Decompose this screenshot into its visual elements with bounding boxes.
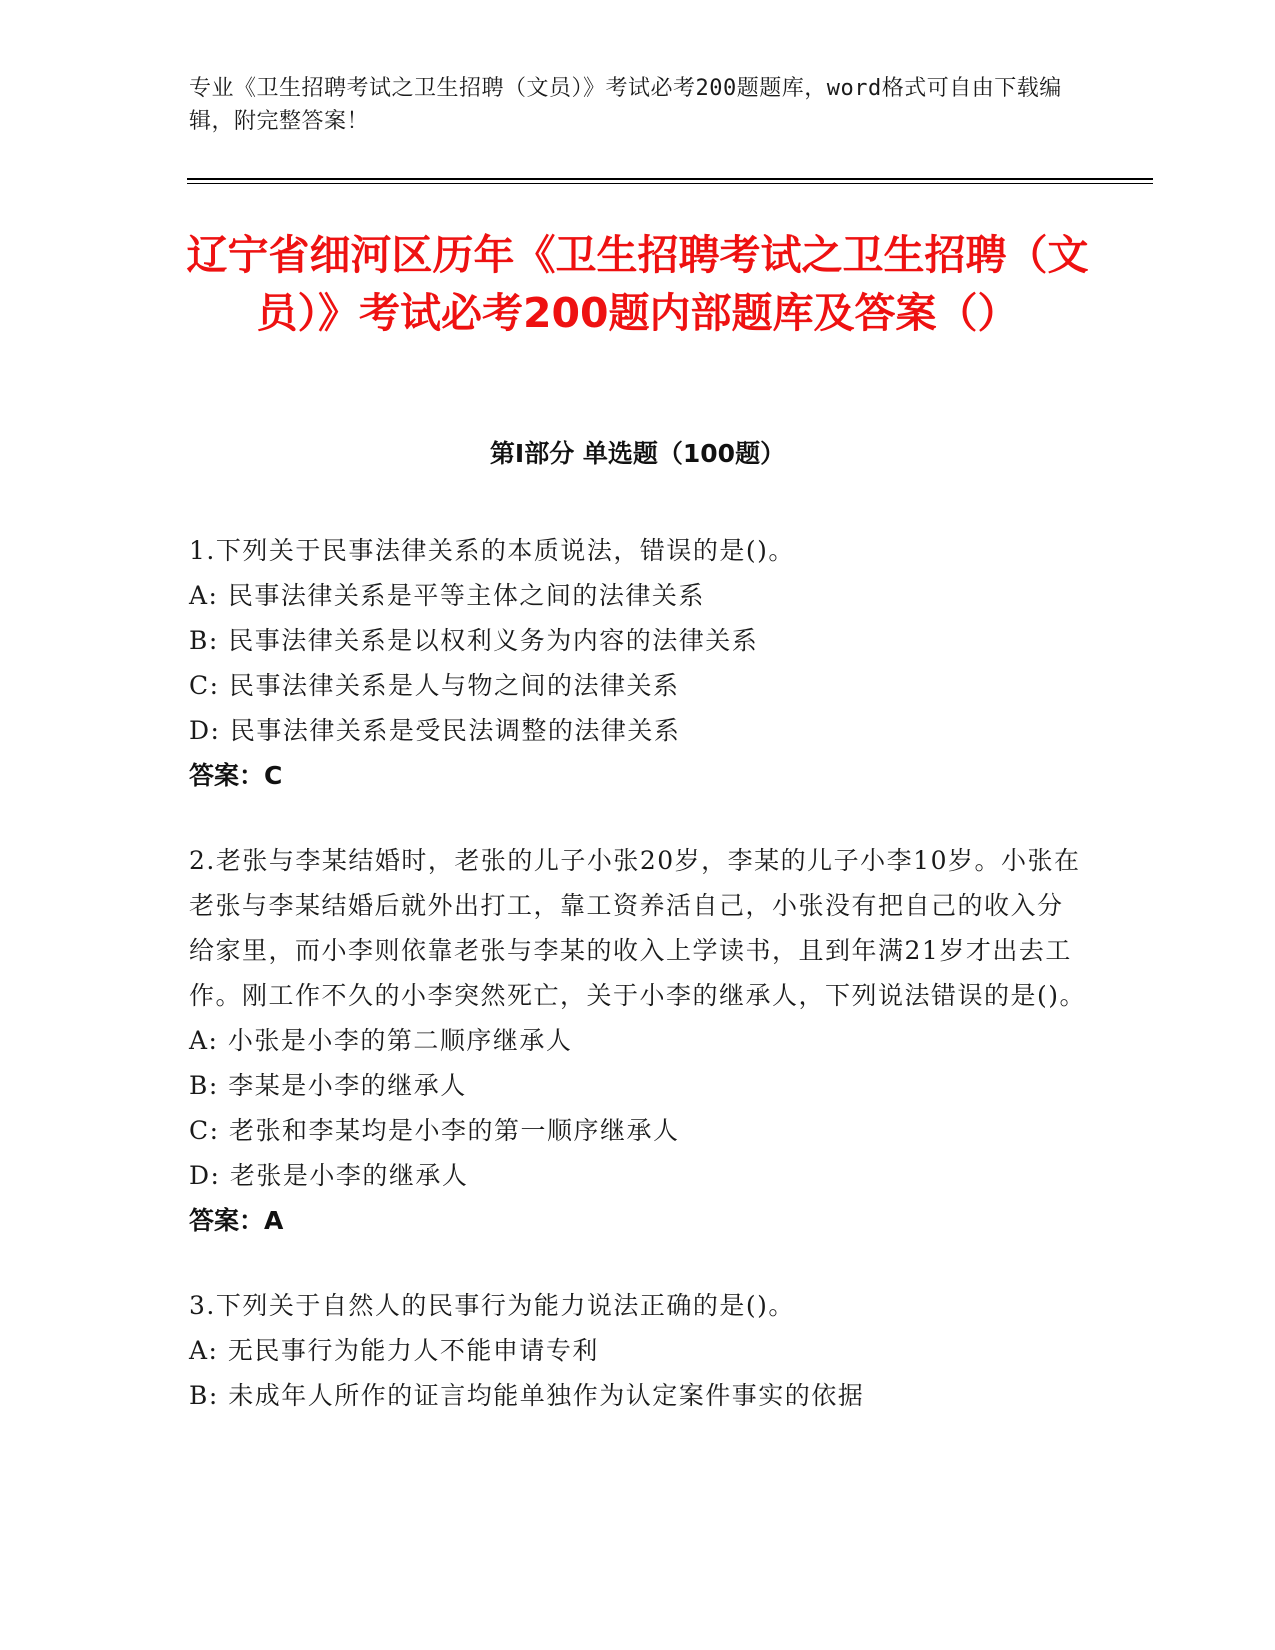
question-3	[189, 1283, 1089, 1418]
option-a: A: 民事法律关系是平等主体之间的法律关系	[189, 581, 705, 610]
section-heading: 第I部分 单选题（100题）	[489, 439, 786, 468]
option-d: D: 老张是小李的继承人	[189, 1161, 469, 1190]
question-list	[189, 528, 1089, 1458]
option-a: A: 无民事行为能力人不能申请专利	[189, 1336, 599, 1365]
question-stem: 1.下列关于民事法律关系的本质说法，错误的是()。	[189, 536, 795, 565]
answer-value: A	[264, 1206, 284, 1235]
answer-label: 答案：	[189, 1206, 265, 1235]
option-c: C: 民事法律关系是人与物之间的法律关系	[189, 671, 680, 700]
question-stem: 2.老张与李某结婚时，老张的儿子小张20岁，李某的儿子小李10岁。小张在老张与李某结婚后就外出打工，靠工资养活自己，小张没有把自己的收入分给家里，而小李则依靠老张与李某的收入上学读书，且到年满21岁才出去工作。刚工作不久的小李突然死亡，关于小李的继承人，下列说法错误的是()。	[189, 846, 1087, 1010]
option-b: B: 李某是小李的继承人	[189, 1071, 467, 1100]
answer-line	[189, 753, 1089, 798]
question-stem: 3.下列关于自然人的民事行为能力说法正确的是()。	[189, 1291, 795, 1320]
option-b: B: 民事法律关系是以权利义务为内容的法律关系	[189, 626, 759, 655]
document-title: 辽宁省细河区历年《卫生招聘考试之卫生招聘（文员）》考试必考200题内部题库及答案（）	[186, 231, 1089, 337]
answer-label: 答案：	[189, 761, 265, 790]
option-a: A: 小张是小李的第二顺序继承人	[189, 1026, 573, 1055]
option-b: B: 未成年人所作的证言均能单独作为认定案件事实的依据	[189, 1381, 865, 1410]
header-rule-thick	[187, 178, 1153, 180]
answer-line	[189, 1198, 1089, 1243]
question-2	[189, 838, 1089, 1243]
option-d: D: 民事法律关系是受民法调整的法律关系	[189, 716, 681, 745]
header-note: 专业《卫生招聘考试之卫生招聘（文员）》考试必考200题题库，word格式可自由下载编辑，附完整答案！	[189, 76, 1062, 134]
answer-value: C	[264, 761, 283, 790]
header-rule-thin	[187, 183, 1153, 184]
question-1	[189, 528, 1089, 798]
option-c: C: 老张和李某均是小李的第一顺序继承人	[189, 1116, 680, 1145]
